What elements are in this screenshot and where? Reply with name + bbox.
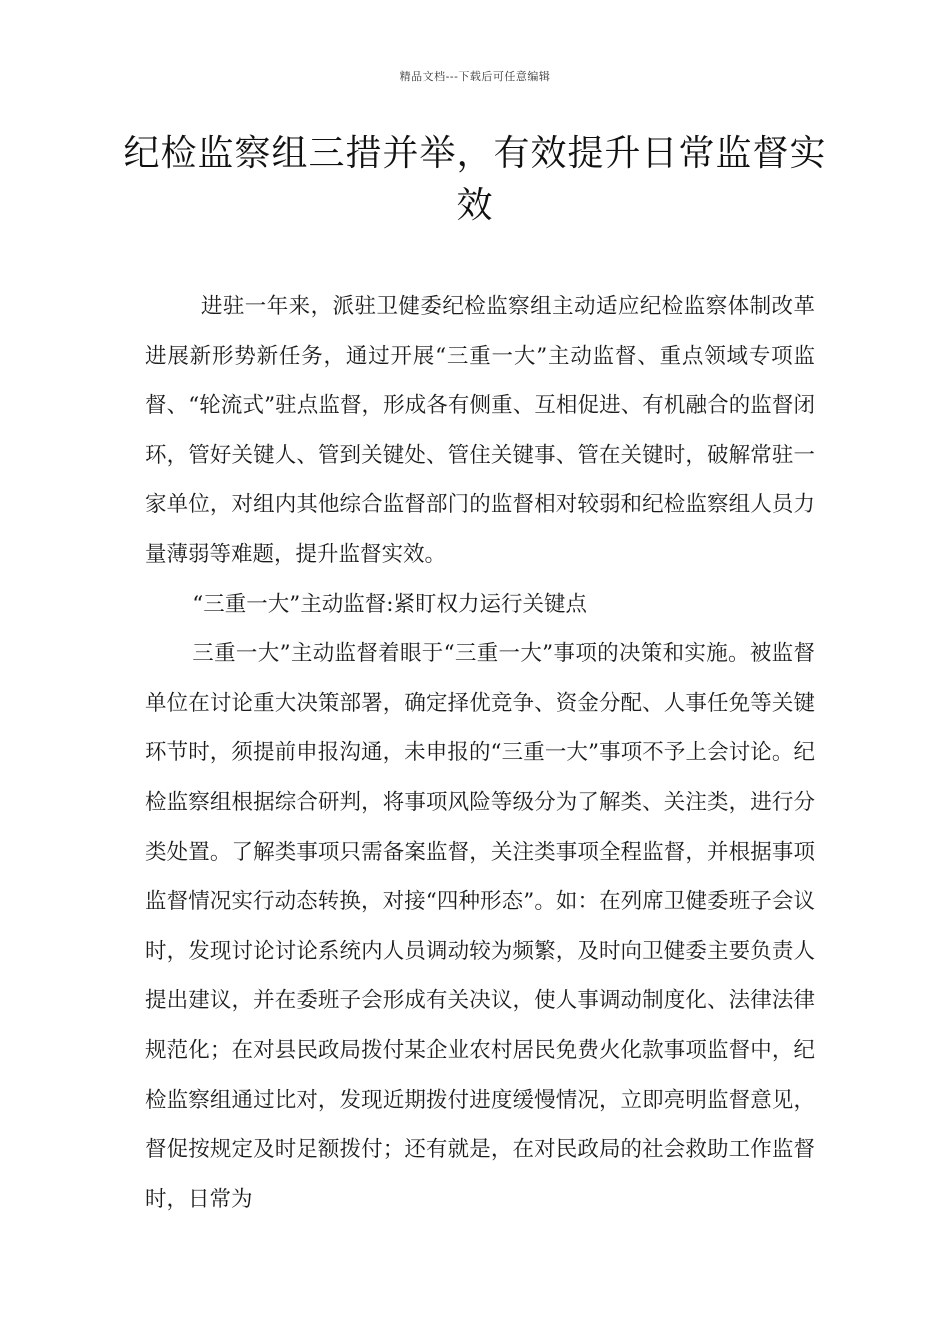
header-note: 精品文档---下载后可任意编辑 bbox=[399, 70, 551, 83]
intro-paragraph: 进驻一年来，派驻卫健委纪检监察组主动适应纪检监察体制改革进展新形势新任务，通过开展“三重一大”主动监督、重点领域专项监督、“轮流式”驻点监督，形成各有侧重、互相促进、有机融合的监督闭环，管好关键人、管到关键处、管住关键事、管在关键时，破解常驻一家单位，对组内其他综合监督部门的监督相对较弱和纪检监察组人员力量薄弱等难题，提升监督实效。 bbox=[145, 294, 815, 567]
document-body bbox=[145, 282, 815, 1224]
section-paragraph: 三重一大”主动监督着眼于“三重一大”事项的决策和实施。被监督单位在讨论重大决策部署，确定择优竞争、资金分配、人事任免等关键环节时，须提前申报沟通，未申报的“三重一大”事项不予上会讨论。纪检监察组根据综合研判，将事项风险等级分为了解类、关注类，进行分类处置。了解类事项只需备案监督，关注类事项全程监督，并根据事项监督情况实行动态转换，对接“四种形态”。如：在列席卫健委班子会议时，发现讨论讨论系统内人员调动较为频繁，及时向卫健委主要负责人提出建议，并在委班子会形成有关决议，使人事调动制度化、法律法律规范化；在对县民政局拨付某企业农村居民免费火化款事项监督中，纪检监察组通过比对，发现近期拨付进度缓慢情况，立即亮明监督意见，督促按规定及时足额拨付；还有就是，在对民政局的社会救助工作监督时，日常为 bbox=[145, 641, 815, 1212]
document-title: 纪检监察组三措并举，有效提升日常监督实效 bbox=[123, 133, 827, 226]
section-heading: “三重一大”主动监督:紧盯权力运行关键点 bbox=[192, 591, 588, 617]
